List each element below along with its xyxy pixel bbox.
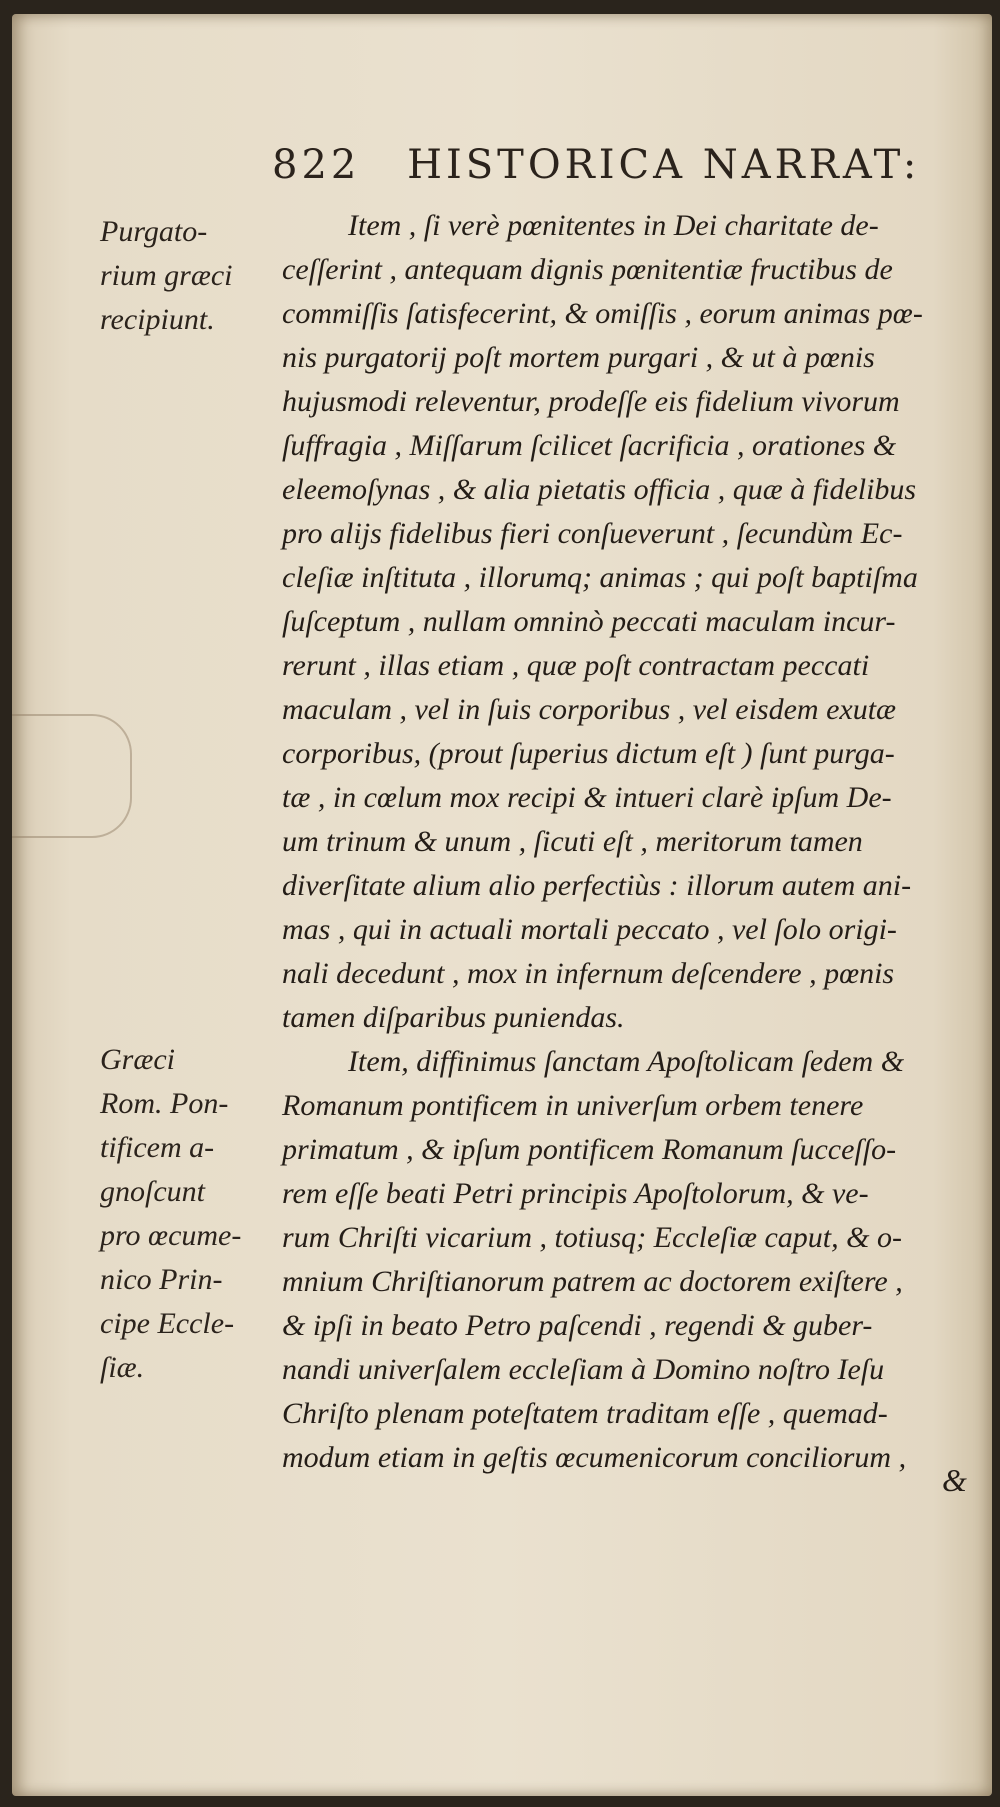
text-line: commiſſis ſatisfecerint, & omiſſis , eorum animas pœ-	[282, 297, 923, 330]
text-line: ſuffragia , Miſſarum ſcilicet ſacrificia , orationes &	[282, 429, 897, 462]
page-tab-mark	[12, 714, 132, 838]
text-line: cleſiæ inſtituta , illorumq; animas ; qui poſt baptiſma	[282, 561, 918, 594]
page-header	[272, 142, 920, 188]
text-line: hujusmodi releventur, prodeſſe eis fidelium vivorum	[282, 385, 900, 418]
catchword: &	[942, 1462, 967, 1498]
text-line: modum etiam in geſtis œcumenicorum conciliorum ,	[282, 1441, 907, 1474]
margin-note-purgatorium: Purgato- rium græci recipiunt.	[100, 215, 233, 336]
text-line: ſuſceptum , nullam omninò peccati maculam incur-	[282, 605, 896, 638]
page-number: 822	[272, 142, 361, 188]
text-line: pro alijs fidelibus fieri conſueverunt , ſecundùm Ec-	[282, 517, 903, 550]
text-line: eleemoſynas , & alia pietatis officia , quæ à fidelibus	[282, 473, 917, 506]
text-line: tamen diſparibus puniendas.	[282, 1001, 625, 1034]
text-line: Romanum pontificem in univerſum orbem tenere	[282, 1089, 864, 1122]
text-line: mnium Chriſtianorum patrem ac doctorem exiſtere ,	[282, 1265, 903, 1298]
text-line: nali decedunt , mox in infernum deſcendere , pœnis	[282, 957, 895, 990]
running-title: HISTORICA NARRAT:	[407, 142, 921, 188]
text-line: mas , qui in actuali mortali peccato , vel ſolo origi-	[282, 913, 897, 946]
text-line: Item, diffinimus ſanctam Apoſtolicam ſedem &	[348, 1045, 905, 1078]
text-line: rem eſſe beati Petri principis Apoſtolorum, & ve-	[282, 1177, 869, 1210]
text-line: maculam , vel in ſuis corporibus , vel eisdem exutæ	[282, 693, 897, 726]
text-line: corporibus, (prout ſuperius dictum eſt ) ſunt purga-	[282, 737, 895, 770]
book-page	[12, 14, 992, 1796]
text-line: nandi univerſalem eccleſiam à Domino noſtro Ieſu	[282, 1353, 885, 1386]
text-line: primatum , & ipſum pontificem Romanum ſucceſſo-	[282, 1133, 897, 1166]
text-line: Item , ſi verè pœnitentes in Dei charitate de-	[348, 209, 879, 242]
body-text	[282, 204, 982, 1480]
text-line: diverſitate alium alio perfectiùs : illorum autem ani-	[282, 869, 912, 902]
text-line: um trinum & unum , ſicuti eſt , meritorum tamen	[282, 825, 863, 858]
text-line: ceſſerint , antequam dignis pœnitentiæ fructibus de	[282, 253, 893, 286]
text-line: rerunt , illas etiam , quæ poſt contractam peccati	[282, 649, 870, 682]
text-line: nis purgatorij poſt mortem purgari , & ut à pœnis	[282, 341, 875, 374]
text-line: tæ , in cœlum mox recipi & intueri clarè ipſum De-	[282, 781, 892, 814]
text-line: rum Chriſti vicarium , totiusq; Eccleſiæ caput, & o-	[282, 1221, 902, 1254]
margin-note-graeci: Græci Rom. Pon- tificem a- gnoſcunt pro œcume- nico Prin- cipe Eccle- ſiæ.	[100, 1043, 242, 1384]
text-line: & ipſi in beato Petro paſcendi , regendi & guber-	[282, 1309, 873, 1342]
text-line: Chriſto plenam poteſtatem traditam eſſe , quemad-	[282, 1397, 888, 1430]
